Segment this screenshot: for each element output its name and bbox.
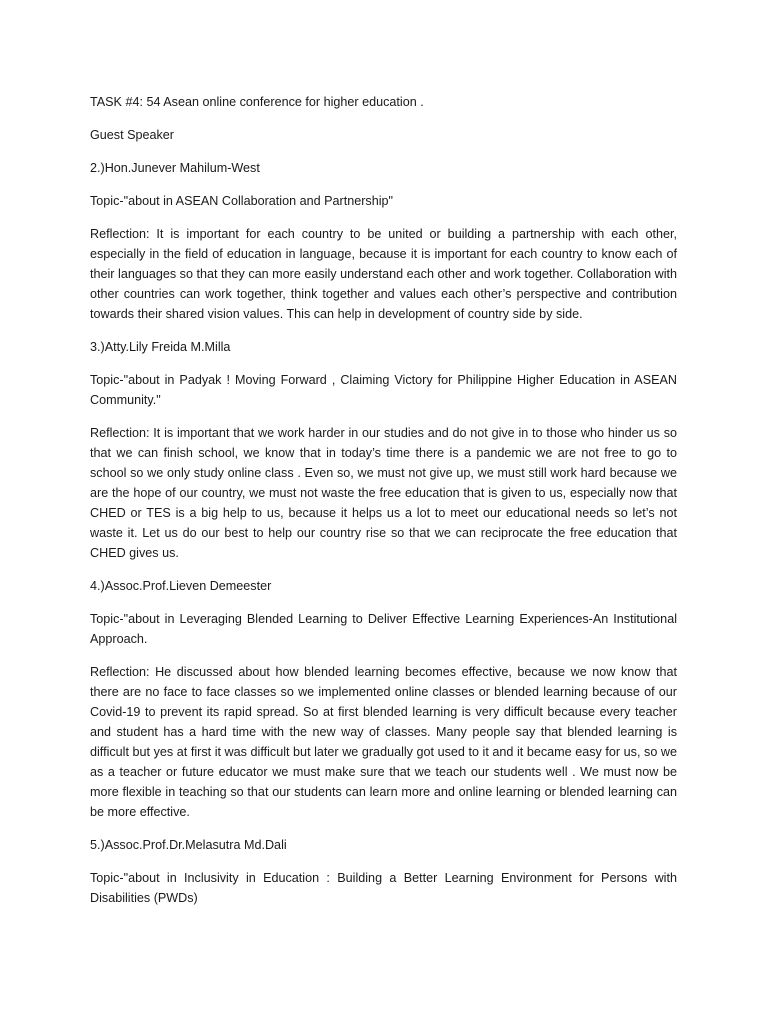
- task-title: TASK #4: 54 Asean online conference for higher education .: [90, 95, 424, 109]
- guest-speaker-label: Guest Speaker: [90, 128, 175, 142]
- speaker-topic: Topic-"about in Leveraging Blended Learning to Deliver Effective Learning Experiences-An Institutional Approach.: [90, 612, 677, 646]
- speaker-topic: Topic-"about in Padyak ! Moving Forward , Claiming Victory for Philippine Higher Education in ASEAN Community.": [90, 373, 677, 407]
- speaker-topic: Topic-"about in Inclusivity in Education : Building a Better Learning Environment for Persons with Disabilities (PWDs): [90, 871, 677, 905]
- speaker-reflection: Reflection: He discussed about how blended learning becomes effective, because we now know that there are no face to face classes so we implemented online classes or blended learning because of our Covid-19 to prevent its rapid spread. So at first blended learning is very difficult because every teacher and student has a hard time with the new way of classes. Many people say that blended learning is difficult but yes at first it was difficult but later we gradually got used to it and it became easy for us, so we as a teacher or future educator we must make sure that we teach our students well . We must now be more flexible in teaching so that our students can learn more and online learning or blended learning can be more effective.: [90, 665, 677, 819]
- speaker-name: 4.)Assoc.Prof.Lieven Demeester: [90, 579, 272, 593]
- speaker-reflection: Reflection: It is important for each country to be united or building a partnership with each other, especially in the field of education in language, because it is important for each country to know each of their languages so that they can more easily understand each other and work together. Collaboration with other countries can work together, think together and values each other’s perspective and contribution towards their shared vision values. This can help in development of country side by side.: [90, 227, 677, 321]
- document-page: [90, 92, 677, 921]
- speaker-reflection: Reflection: It is important that we work harder in our studies and do not give in to those who hinder us so that we can finish school, we know that in today’s time there is a pandemic we are not free to go to school so we only study online class . Even so, we must not give up, we must still work hard because we are the hope of our country, we must not waste the free education that is given to us, especially now that CHED or TES is a big help to us, because it helps us a lot to meet our educational needs so let’s not waste it. Let us do our best to help our country rise so that we can reciprocate the free education that CHED gives us.: [90, 426, 677, 560]
- speaker-name: 2.)Hon.Junever Mahilum-West: [90, 161, 260, 175]
- speaker-name: 3.)Atty.Lily Freida M.Milla: [90, 340, 231, 354]
- speaker-name: 5.)Assoc.Prof.Dr.Melasutra Md.Dali: [90, 838, 287, 852]
- speaker-topic: Topic-"about in ASEAN Collaboration and Partnership": [90, 194, 393, 208]
